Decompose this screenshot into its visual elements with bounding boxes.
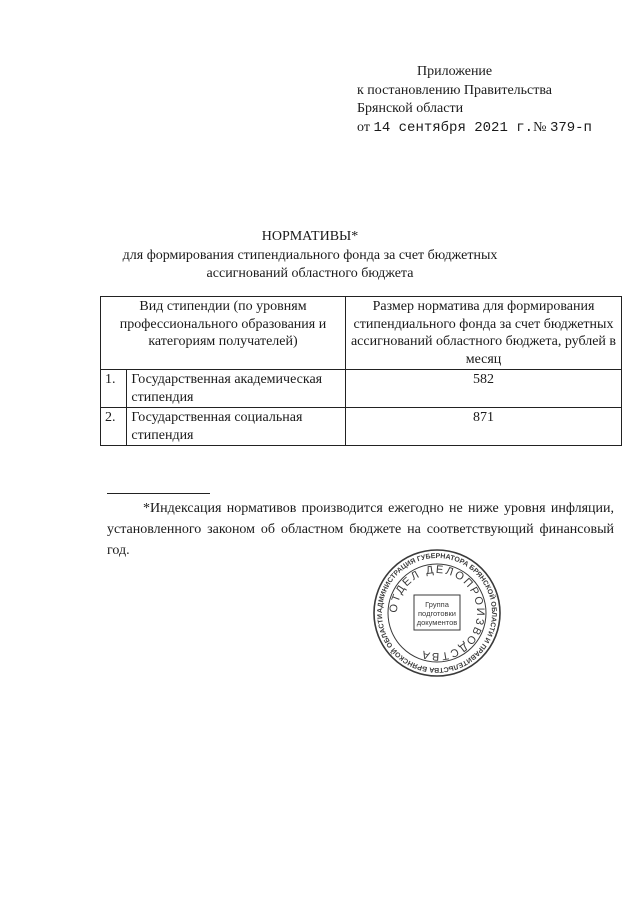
stamp-center-line-3: документов bbox=[416, 618, 458, 627]
stamp-center-line-1: Группа bbox=[425, 600, 449, 609]
heading-title: НОРМАТИВЫ* bbox=[261, 229, 359, 244]
row-value: 871 bbox=[346, 408, 622, 446]
row-value: 582 bbox=[346, 370, 622, 408]
stamp-outer-text: АДМИНИСТРАЦИЯ ГУБЕРНАТОРА БРЯНСКОЙ ОБЛАСТИ И ПРАВИТЕЛЬСТВА БРЯНСКОЙ ОБЛАСТИ bbox=[376, 552, 498, 674]
appendix-title: Приложение bbox=[417, 64, 493, 79]
resolution-number: 379-п bbox=[549, 119, 592, 136]
norms-table bbox=[100, 296, 622, 446]
row-name: Государственная социальная стипендия bbox=[127, 408, 346, 446]
number-prefix: № bbox=[533, 119, 547, 135]
stamp-center-line-2: подготовки bbox=[418, 609, 456, 618]
stamp-middle-text: ОТДЕЛ ДЕЛОПРОИЗВОДСТВА bbox=[387, 563, 487, 663]
row-number: 2. bbox=[101, 408, 127, 446]
table-row bbox=[101, 370, 622, 408]
document-heading bbox=[90, 228, 530, 284]
table-row bbox=[101, 408, 622, 446]
table-header-amount: Размер норматива для формирования стипендиального фонда за счет бюджетных ассигнований областного бюджета, рублей в месяц bbox=[346, 297, 622, 370]
table-header-type: Вид стипендии (по уровням профессионального образования и категориям получателей) bbox=[101, 297, 346, 370]
date-prefix: от bbox=[357, 119, 370, 135]
footnote-text: *Индексация нормативов производится ежегодно не ниже уровня инфляции, установленного законом об областном бюджете на соответствующий финансовый год. bbox=[107, 501, 614, 558]
resolution-date: 14 сентября 2021 г. bbox=[373, 119, 534, 136]
footnote-divider bbox=[107, 493, 210, 494]
footnote bbox=[107, 498, 614, 561]
appendix-block bbox=[357, 63, 592, 137]
appendix-line-resolution: к постановлению Правительства bbox=[357, 82, 553, 98]
appendix-date-line bbox=[357, 119, 592, 138]
appendix-line-region: Брянской области bbox=[357, 101, 464, 116]
official-stamp bbox=[372, 548, 502, 678]
table-header-row bbox=[101, 297, 622, 370]
row-name: Государственная академическая стипендия bbox=[127, 370, 346, 408]
row-number: 1. bbox=[101, 370, 127, 408]
heading-subtitle: для формирования стипендиального фонда за счет бюджетных ассигнований областного бюджета bbox=[122, 247, 498, 281]
